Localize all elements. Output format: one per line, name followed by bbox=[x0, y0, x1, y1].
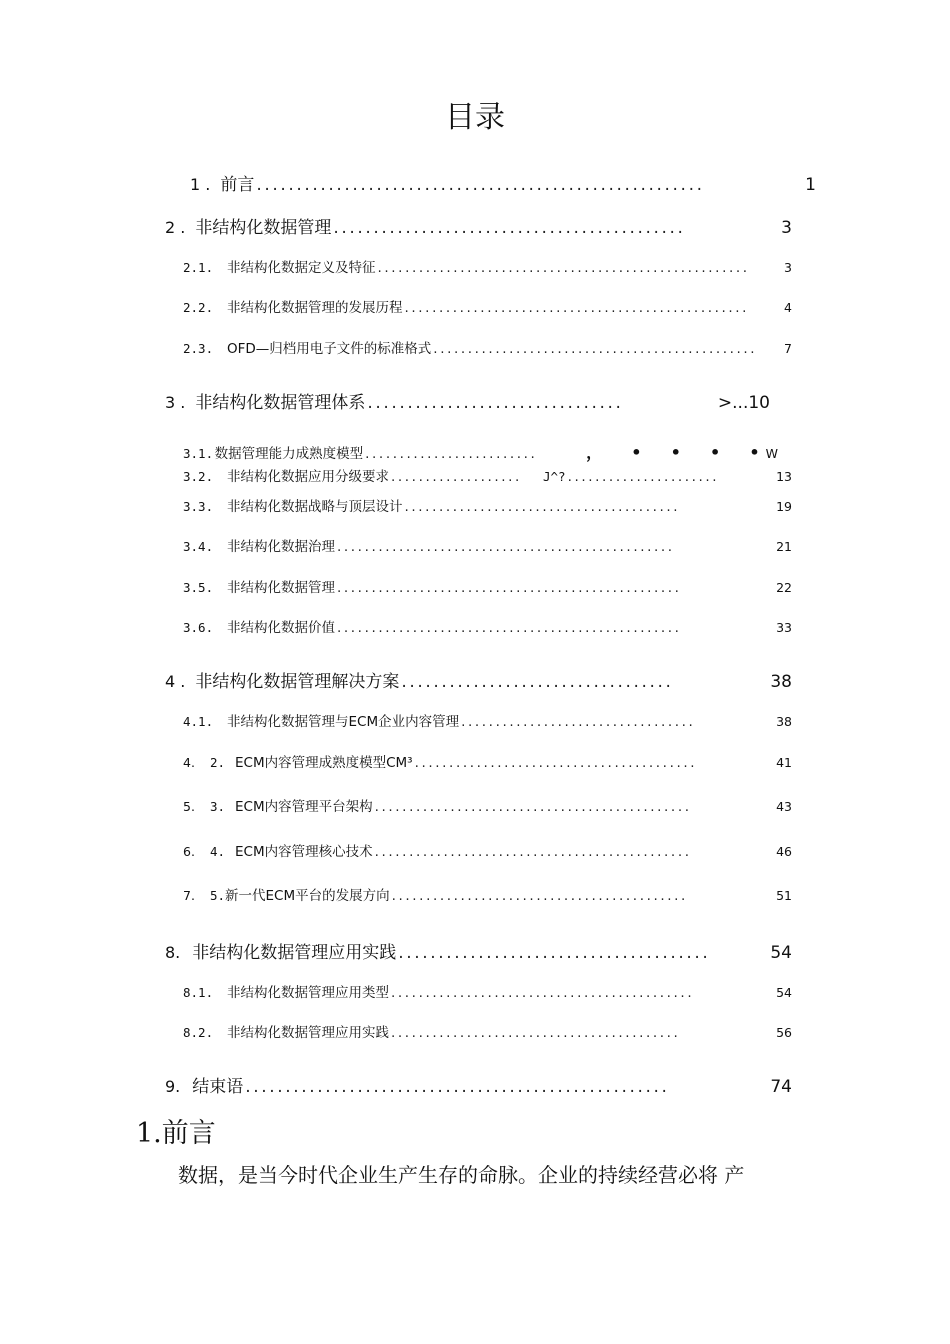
toc-leader: .............................................. bbox=[374, 844, 692, 860]
toc-leader: .................................................. bbox=[337, 580, 682, 596]
toc-page: 21 bbox=[776, 539, 792, 554]
toc-leader: ................................ bbox=[367, 393, 624, 413]
toc-entry[interactable] bbox=[183, 616, 792, 636]
toc-leader: ................................................. bbox=[337, 539, 675, 555]
toc-label: 非结构化数据价值 bbox=[227, 620, 335, 636]
scan-marks: ， • • • • bbox=[586, 443, 766, 462]
toc-entry[interactable] bbox=[183, 1021, 792, 1041]
toc-number: 5. bbox=[183, 799, 195, 814]
toc-entry[interactable] bbox=[190, 170, 816, 195]
toc-number: 4. bbox=[183, 755, 195, 770]
toc-leader: ..................................................... bbox=[245, 1077, 670, 1097]
toc-number: 2. bbox=[210, 755, 226, 770]
toc-leader: ....................................... bbox=[398, 943, 711, 963]
toc-leader: ................... bbox=[391, 469, 522, 485]
toc-number: 3 . bbox=[165, 393, 186, 412]
toc-leader: .................................................. bbox=[337, 620, 682, 636]
toc-page: 38 bbox=[770, 672, 792, 692]
toc-leader: ...................................................... bbox=[377, 260, 750, 276]
toc-number: 4 . bbox=[165, 672, 186, 691]
toc-entry[interactable] bbox=[165, 667, 792, 692]
toc-label: 新一代ECM平台的发展方向 bbox=[225, 888, 390, 904]
toc-entry[interactable] bbox=[183, 256, 792, 276]
toc-number: 9. bbox=[165, 1077, 181, 1096]
toc-page: 38 bbox=[776, 714, 792, 729]
toc-number: 5. bbox=[210, 888, 226, 903]
toc-label: 非结构化数据管理的发展历程 bbox=[227, 300, 403, 316]
toc-entry[interactable] bbox=[165, 213, 792, 238]
toc-label: 非结构化数据管理 bbox=[227, 580, 335, 596]
toc-entry[interactable] bbox=[165, 388, 770, 413]
toc-leader: ......................... bbox=[365, 446, 538, 462]
toc-number: 2.3. bbox=[183, 341, 214, 356]
toc-page: >...10 bbox=[717, 393, 770, 413]
body-paragraph: 数据，是当今时代企业生产生存的命脉。企业的持续经营必将 产 bbox=[178, 1163, 745, 1187]
toc-number: 3.2. bbox=[183, 469, 214, 484]
toc-entry[interactable] bbox=[183, 337, 792, 357]
toc-label: 非结构化数据管理与ECM企业内容管理 bbox=[227, 714, 460, 730]
toc-number: 8.1. bbox=[183, 985, 214, 1000]
toc-entry[interactable] bbox=[183, 840, 792, 860]
toc-page: W bbox=[765, 446, 778, 461]
toc-title: 目录 bbox=[445, 100, 505, 135]
toc-entry[interactable] bbox=[183, 981, 792, 1001]
toc-number: 2.2. bbox=[183, 300, 214, 315]
toc-number: 7. bbox=[183, 888, 195, 903]
toc-leader: ............................................ bbox=[333, 218, 686, 238]
toc-label: 结束语 bbox=[192, 1077, 244, 1097]
toc-page: 56 bbox=[776, 1025, 792, 1040]
toc-number: 2 . bbox=[165, 218, 186, 237]
toc-leader: ........................................ bbox=[404, 499, 681, 515]
toc-leader: .................................. bbox=[401, 672, 674, 692]
toc-page: 22 bbox=[776, 580, 792, 595]
toc-number: 3.6. bbox=[183, 620, 214, 635]
toc-leader: ............................................ bbox=[391, 985, 695, 1001]
toc-label: 非结构化数据管理应用实践 bbox=[192, 943, 397, 963]
toc-leader: ......................................... bbox=[414, 755, 698, 771]
toc-label: ECM内容管理核心技术 bbox=[235, 844, 373, 860]
toc-number: 2.1. bbox=[183, 260, 214, 275]
toc-number: 4.1. bbox=[183, 714, 214, 729]
toc-page: 3 bbox=[781, 218, 792, 238]
toc-leader: ...................... bbox=[567, 469, 720, 485]
toc-number: 3. bbox=[210, 799, 226, 814]
toc-number: 3.5. bbox=[183, 580, 214, 595]
toc-page: 74 bbox=[770, 1077, 792, 1097]
toc-label: 前言 bbox=[220, 175, 255, 195]
toc-page: 54 bbox=[776, 985, 792, 1000]
toc-leader: .......................................... bbox=[391, 1025, 681, 1041]
toc-entry[interactable] bbox=[165, 1072, 792, 1097]
toc-label: ECM内容管理平台架构 bbox=[235, 799, 373, 815]
toc-entry[interactable] bbox=[183, 576, 792, 596]
toc-label: 非结构化数据管理解决方案 bbox=[195, 672, 400, 692]
toc-entry[interactable] bbox=[183, 710, 792, 730]
toc-page: 1 bbox=[805, 175, 816, 195]
toc-entry[interactable] bbox=[183, 751, 792, 771]
toc-entry[interactable] bbox=[183, 884, 792, 904]
toc-page: 33 bbox=[776, 620, 792, 635]
toc-label: 非结构化数据管理 bbox=[195, 218, 332, 238]
toc-entry[interactable] bbox=[183, 465, 792, 485]
toc-page: 43 bbox=[776, 799, 792, 814]
toc-label: 非结构化数据治理 bbox=[227, 539, 335, 555]
toc-page: 46 bbox=[776, 844, 792, 859]
toc-leader: .............................................. bbox=[374, 799, 692, 815]
section-heading: 1.前言 bbox=[136, 1118, 216, 1149]
toc-entry[interactable] bbox=[183, 296, 792, 316]
toc-page: 4 bbox=[784, 300, 792, 315]
toc-entry[interactable] bbox=[183, 495, 792, 515]
toc-label: 非结构化数据应用分级要求 bbox=[227, 469, 389, 485]
toc-leader: .................................. bbox=[461, 714, 696, 730]
toc-label: 非结构化数据战略与顶层设计 bbox=[227, 499, 403, 515]
toc-page: 19 bbox=[776, 499, 792, 514]
toc-leader: ........................................... bbox=[391, 888, 688, 904]
toc-label: 非结构化数据管理体系 bbox=[195, 393, 366, 413]
toc-entry[interactable] bbox=[183, 440, 778, 463]
toc-label: 非结构化数据管理应用类型 bbox=[227, 985, 389, 1001]
toc-number: 3.3. bbox=[183, 499, 214, 514]
toc-number: 6. bbox=[183, 844, 195, 859]
toc-label: 非结构化数据管理应用实践 bbox=[227, 1025, 389, 1041]
scan-marks: J^? bbox=[543, 469, 566, 484]
toc-label: ECM内容管理成熟度模型CM³ bbox=[235, 755, 413, 771]
toc-leader: .................................................. bbox=[404, 300, 750, 316]
toc-page: 54 bbox=[770, 943, 792, 963]
toc-number: 4. bbox=[210, 844, 226, 859]
toc-label: OFD—归档用电子文件的标准格式 bbox=[227, 341, 432, 357]
toc-page: 41 bbox=[776, 755, 792, 770]
toc-number: 3.1. bbox=[183, 446, 214, 461]
toc-page: 13 bbox=[776, 469, 792, 484]
toc-entry[interactable] bbox=[165, 938, 792, 963]
toc-page: 3 bbox=[784, 260, 792, 275]
toc-page: 51 bbox=[776, 888, 792, 903]
toc-leader: ............................................... bbox=[433, 341, 758, 357]
toc-entry[interactable] bbox=[183, 795, 792, 815]
toc-number: 1 . bbox=[190, 175, 211, 194]
toc-label: 非结构化数据定义及特征 bbox=[227, 260, 376, 276]
toc-page: 7 bbox=[784, 341, 792, 356]
toc-number: 3.4. bbox=[183, 539, 214, 554]
toc-number: 8. bbox=[165, 943, 181, 962]
toc-label: 数据管理能力成熟度模型 bbox=[214, 446, 364, 462]
toc-leader: ........................................................ bbox=[256, 175, 705, 195]
toc-number: 8.2. bbox=[183, 1025, 214, 1040]
toc-entry[interactable] bbox=[183, 535, 792, 555]
